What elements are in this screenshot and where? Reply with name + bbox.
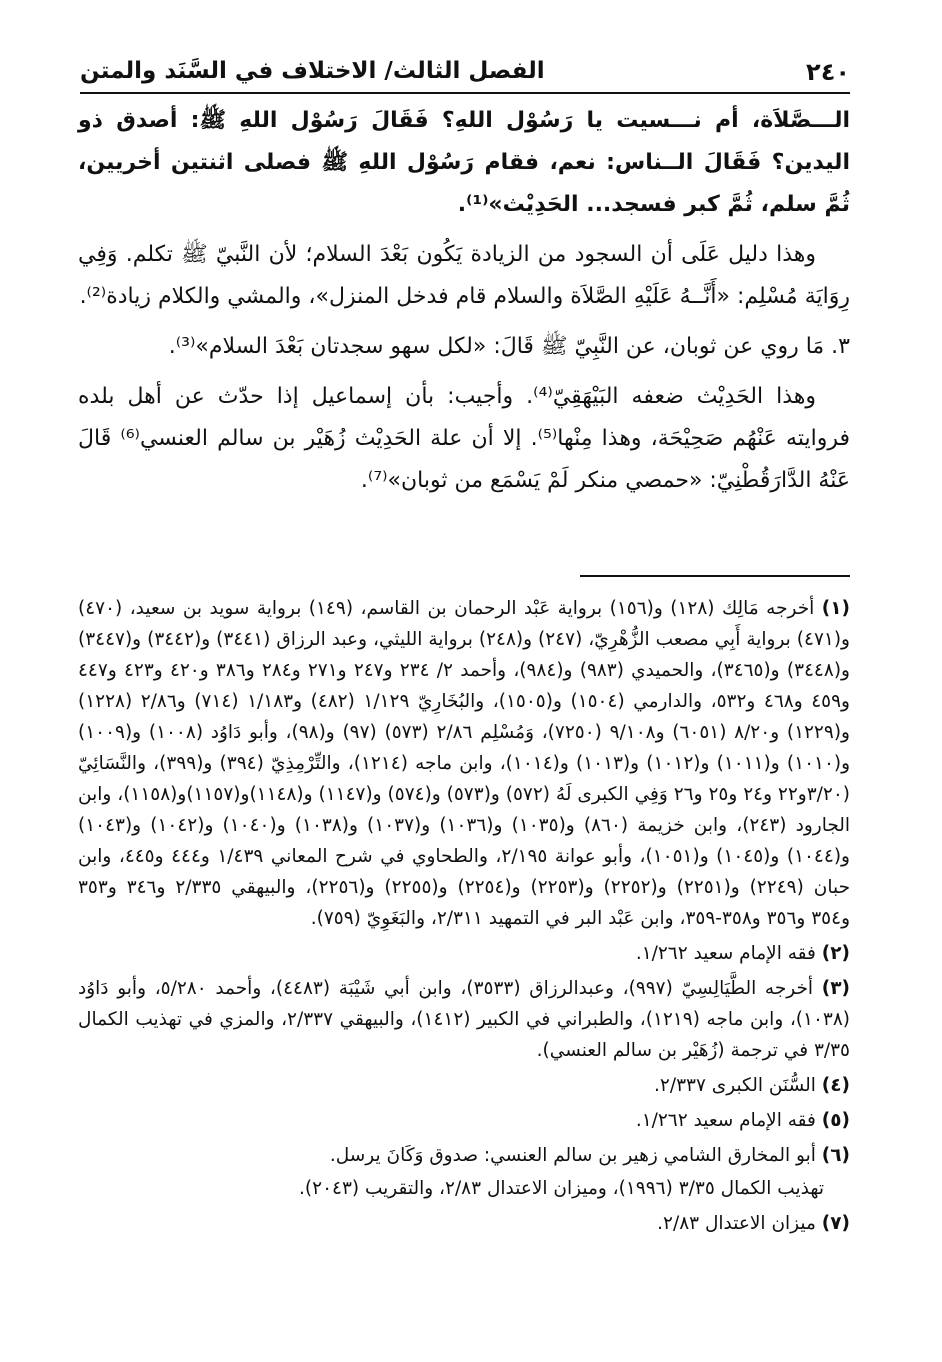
footnote-text: فقه الإمام سعيد ١/٢٦٢. <box>635 943 816 964</box>
footnote-6-continuation <box>78 1173 850 1204</box>
footnotes <box>78 593 850 1243</box>
footnote-2 <box>78 938 850 969</box>
footnote-5 <box>78 1105 850 1136</box>
footnote-text: أخرجه مَالِك (١٢٨) و(١٥٦) برواية عَبْد الرحمان بن القاسم، (١٤٩) برواية سويد بن سعيد، (٤٧٠) و(٤٧١) برواية أَبِي مصعب الزُّهْرِيّ، (٢٤٧) و(٢٤٨) برواية الليثي، وعبد الرزاق (٣٤٤١) و(٣٤٤٢) و(٣٤٤٧) و(٣٤٤٨) و(٣٤٦٥)، والحميدي (٩٨٣) و(٩٨٤)، وأحمد ٢/ ٢٣٤ و٢٤٧ و٢٧١ و٢٨٤ و٣٨٦ و٤٢٠ و٤٢٣ و٤٤٧ و٤٥٩ و٤٦٨ و٥٣٢، والدارمي (١٥٠٤) و(١٥٠٥)، والبُخَارِيّ ١/١٢٩ (٤٨٢) و١/١٨٣ (٧١٤) و٢/٨٦ (١٢٢٨) و(١٢٢٩) و٨/٢٠ (٦٠٥١) و٩/١٠٨ (٧٢٥٠)، وَمُسْلِم ٢/٨٦ (٥٧٣) (٩٧) و(٩٨)، وأبو دَاوُد (١٠٠٨) و(١٠٠٩) و(١٠١٠) و(١٠١١) و(١٠١٢) و(١٠١٣) و(١٠١٤)، وابن ماجه (١٢١٤)، والتِّرْمِذِيّ (٣٩٤) و(٣٩٩)، والنَّسَائِيّ (٣/٢٠و٢٢ و٢٤ و٢٥ و٢٦ وَفِي الكبرى لَهُ (٥٧٢) و(٥٧٣) و(٥٧٤) و(١١٤٧) و(١١٤٨)و(١١٥٧)و(١١٥٨)، وابن الجارود (٢٤٣)، وابن خزيمة (٨٦٠) و(١٠٣٥) و(١٠٣٦) و(١٠٣٧) و(١٠٣٨) و(١٠٤٠) و(١٠٤٢) و(١٠٤٣) و(١٠٤٤) و(١٠٤٥) و(١٠٥١)، وأبو عوانة ٢/١٩٥، والطحاوي في شرح المعاني ١/٤٣٩ و٤٤٤ و٤٤٥، وابن حبان (٢٢٤٩) و(٢٢٥١) و(٢٢٥٢) و(٢٢٥٣) و(٢٢٥٤) و(٢٢٥٥) و(٢٢٥٦)، والبيهقي ٢/٣٣٥ و٣٤٦ و٣٥٣ و٣٥٤ و٣٥٦ و٣٥٨-٣٥٩، وابن عَبْد البر في التمهيد ٢/٣١١، والبَغَوِيّ (٧٥٩). <box>78 598 851 929</box>
footnote-number: (٢) <box>821 943 850 964</box>
paragraph-thawban: ٣. مَا روي عن ثوبان، عن النَّبِيّ ﷺ قَالَ: «لكل سهو سجدتان بَعْدَ السلام»⁽³⁾. <box>168 334 850 359</box>
header-rule <box>80 92 850 94</box>
footnote-number: (٧) <box>821 1213 850 1234</box>
footnote-3 <box>78 973 850 1066</box>
footnote-1 <box>78 593 850 934</box>
footnote-text: السُّنَن الكبرى ٢/٣٣٧. <box>654 1075 816 1096</box>
page-header <box>80 58 850 94</box>
footnote-text: ميزان الاعتدال ٢/٨٣. <box>657 1213 816 1234</box>
running-title: الفصل الثالث/ الاختلاف في السَّنَد والمتن <box>80 58 545 84</box>
page-number: ٢٤٠ <box>806 58 850 86</box>
footnote-4 <box>78 1070 850 1101</box>
footnote-number: (٣) <box>821 978 850 999</box>
paragraph-weakness: وهذا الحَدِيْث ضعفه البَيْهَقِيّ⁽⁴⁾. وأجيب: بأن إسماعيل إذا حدّث عن أهل بلده فروايته عَنْهُم صَحِيْحَة، وهذا مِنْها⁽⁵⁾. إلا أن علة الحَدِيْث زُهَيْر بن سالم العنسي⁽⁶⁾ قَالَ عَنْهُ الدَّارَقُطْنِيّ: «حمصي منكر لَمْ يَسْمَع من ثوبان»⁽⁷⁾. <box>78 384 850 493</box>
footnote-text: أخرجه الطَّيَالِسِيّ (٩٩٧)، وعبدالرزاق (٣٥٣٣)، وابن أبي شَيْبَة (٤٤٨٣)، وأحمد ٥/٢٨٠، وأبو دَاوُد (١٠٣٨)، وابن ماجه (١٢١٩)، والطبراني في الكبير (١٤١٢)، والبيهقي ٢/٣٣٧، والمزي في تهذيب الكمال ٣/٣٥ في ترجمة (زُهَيْر بن سالم العنسي). <box>78 978 850 1061</box>
footnote-text: تهذيب الكمال ٣/٣٥ (١٩٩٦)، وميزان الاعتدال ٢/٨٣، والتقريب (٢٠٤٣). <box>299 1178 824 1199</box>
footnote-text: أبو المخارق الشامي زهير بن سالم العنسي: صدوق وَكَانَ يرسل. <box>329 1145 816 1166</box>
main-text <box>78 100 850 510</box>
footnote-7 <box>78 1208 850 1239</box>
footnote-6 <box>78 1140 850 1171</box>
footnote-number: (٥) <box>821 1110 850 1131</box>
footnote-number: (٦) <box>821 1145 850 1166</box>
footnote-text: فقه الإمام سعيد ١/٢٦٢. <box>635 1110 816 1131</box>
paragraph-hadith-end: الـــصَّلاَة، أم نـــسيت يا رَسُوْل اللهِ؟ فَقَالَ رَسُوْل اللهِ ﷺ: أصدق ذو اليدين؟ فَقَالَ الــناس: نعم، فقام رَسُوْل اللهِ ﷺ فصلى اثنتين أخريين، ثُمَّ سلم، ثُمَّ كبر فسجد... الحَدِيْث»⁽¹⁾. <box>78 108 850 217</box>
footnote-number: (١) <box>821 598 850 619</box>
footnote-separator <box>580 575 850 577</box>
paragraph-evidence: وهذا دليل عَلَى أن السجود من الزيادة يَكُون بَعْدَ السلام؛ لأن النَّبيّ ﷺ تكلم. وَفِي رِوَايَة مُسْلِم: «أَنَّــهُ عَلَيْهِ الصَّلاَة والسلام قام فدخل المنزل»، والمشي والكلام زيادة⁽²⁾. <box>78 242 850 309</box>
footnote-number: (٤) <box>821 1075 850 1096</box>
